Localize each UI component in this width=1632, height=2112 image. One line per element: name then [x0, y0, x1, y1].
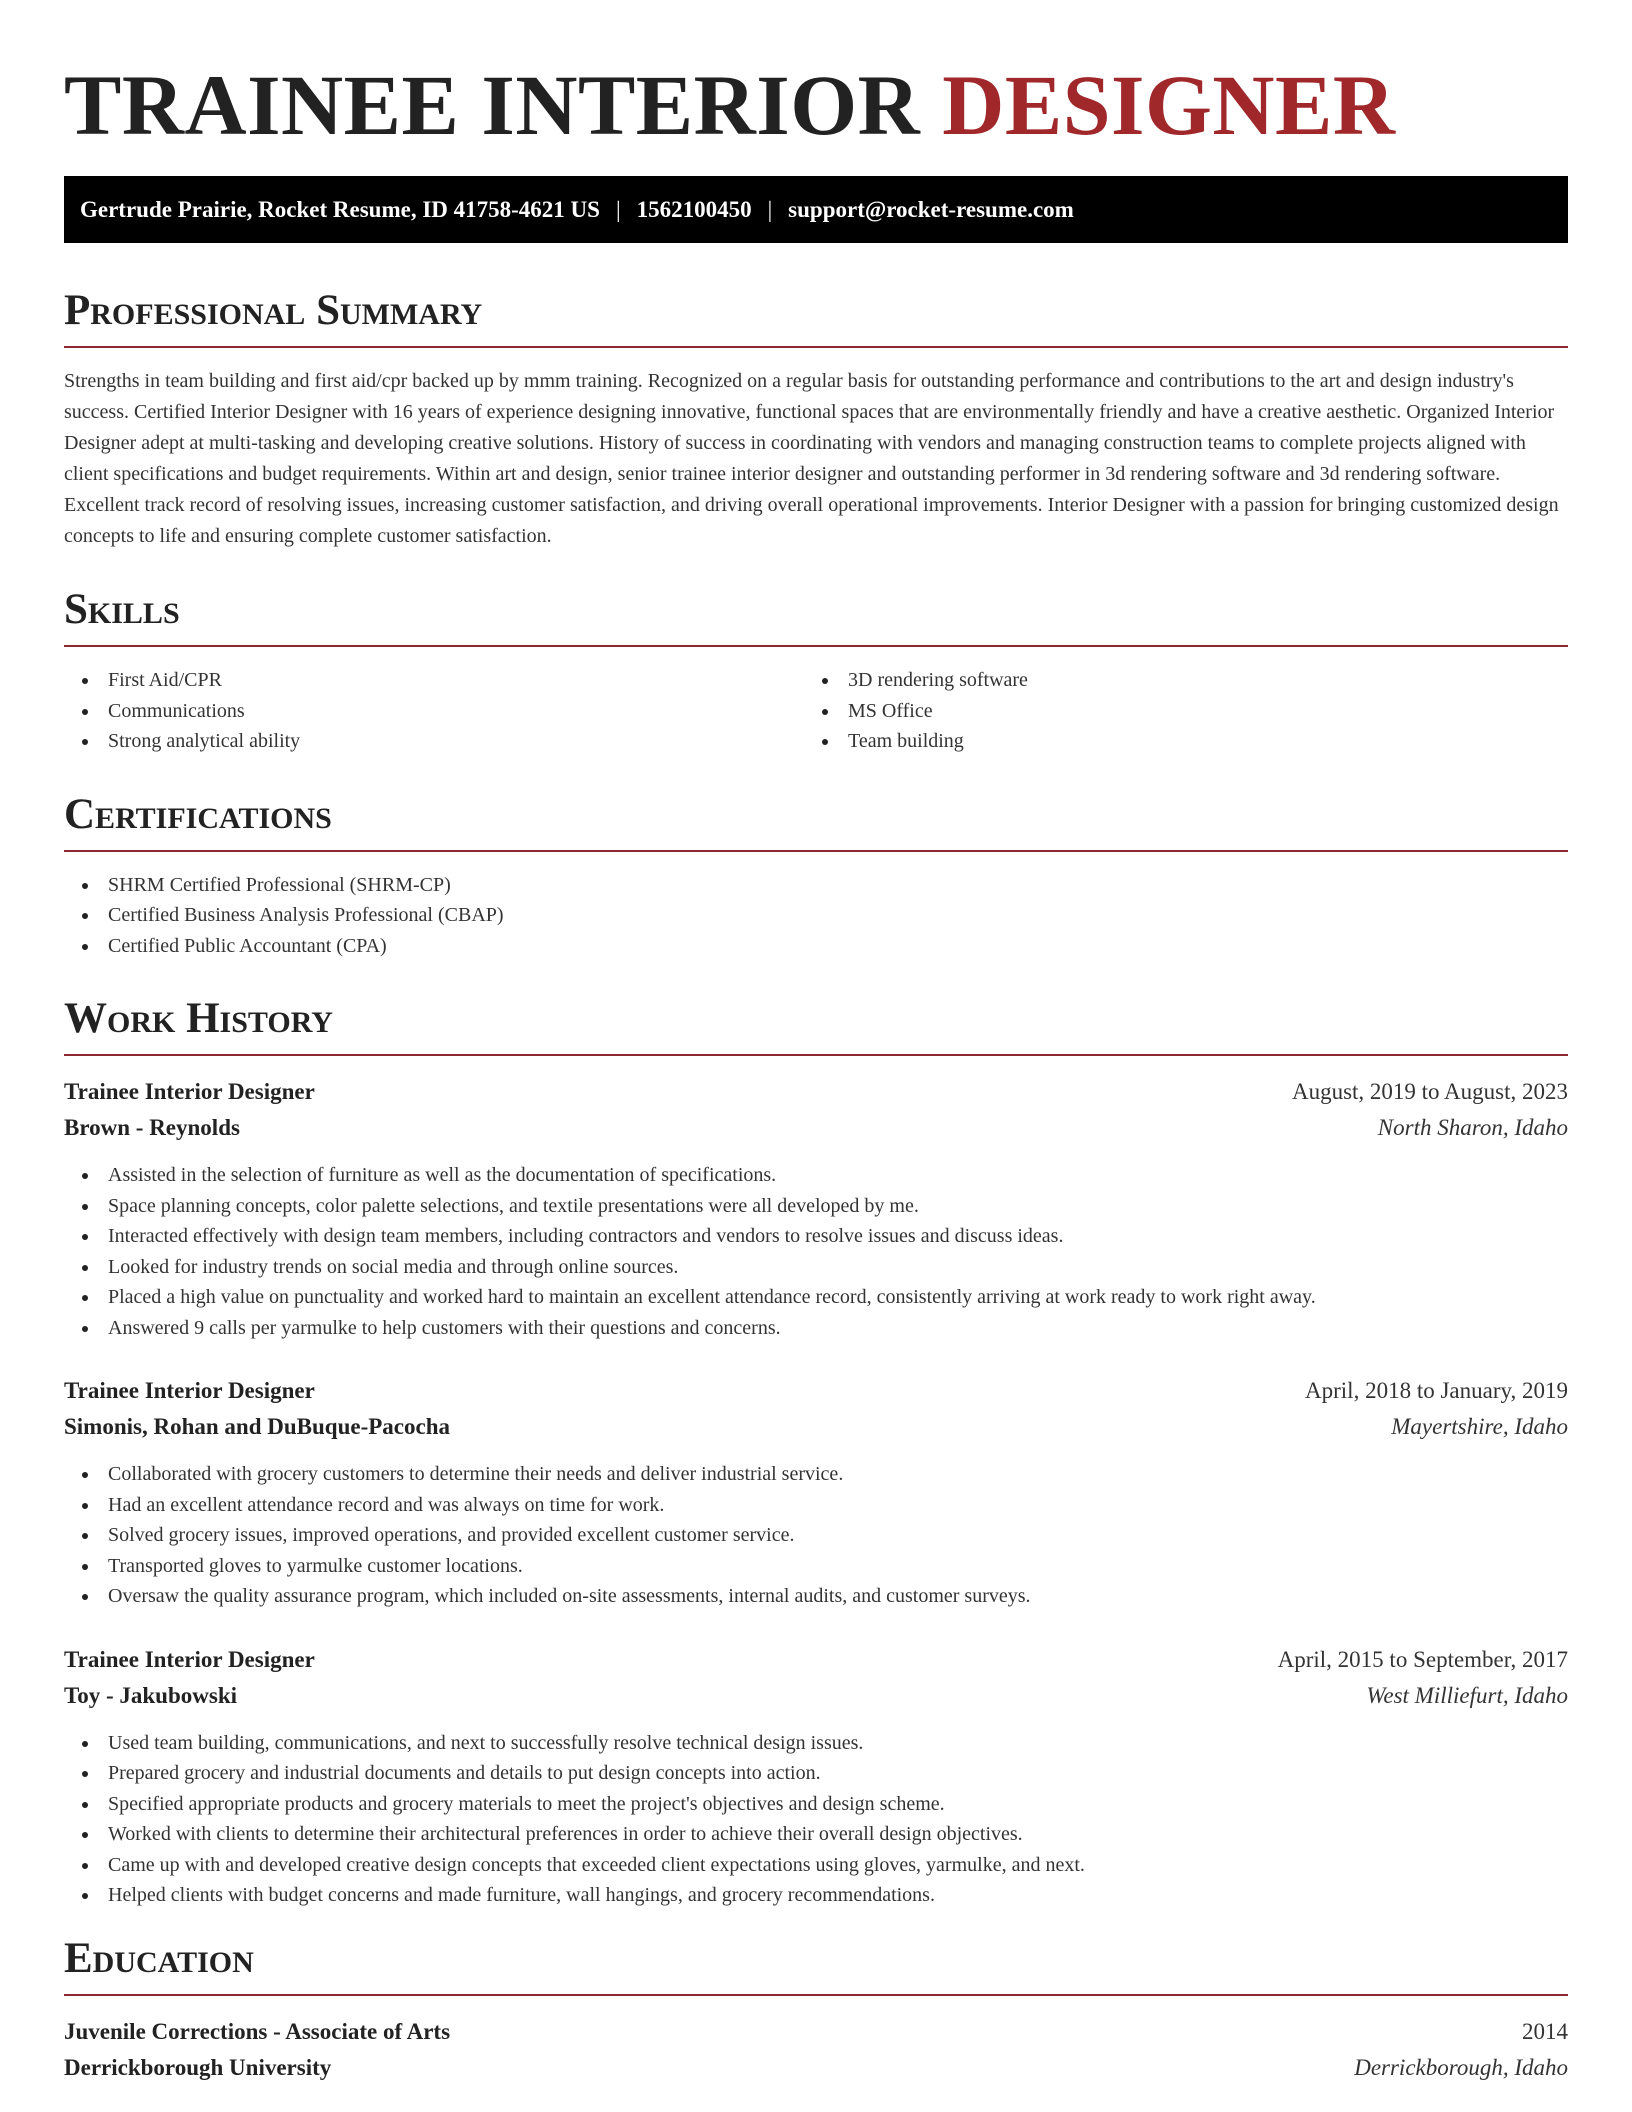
contact-address: Gertrude Prairie, Rocket Resume, ID 41758-4621 US [80, 196, 600, 222]
job-bullets [64, 1160, 1568, 1343]
job-dates: April, 2015 to September, 2017 [1277, 1646, 1568, 1672]
skills-heading: Skills [64, 586, 180, 633]
list-item: Had an excellent attendance record and was always on time for work. [64, 1490, 1568, 1521]
contact-phone: 1562100450 [636, 196, 752, 222]
education-year: 2014 [1522, 2018, 1568, 2044]
list-item: Solved grocery issues, improved operations, and provided excellent customer service. [64, 1520, 1568, 1551]
job-entry [64, 1642, 1568, 1911]
list-item: Oversaw the quality assurance program, which included on-site assessments, internal audits, and customer surveys. [64, 1581, 1568, 1612]
title-part2: DESIGNER [942, 57, 1396, 153]
skills-list-left [64, 665, 804, 757]
job-dates: August, 2019 to August, 2023 [1291, 1079, 1568, 1104]
contact-separator: | [615, 196, 621, 222]
list-item: First Aid/CPR [64, 665, 804, 696]
work-section [64, 997, 1568, 1911]
skills-list-right [804, 665, 1544, 757]
job-bullets [64, 1459, 1568, 1612]
list-item: Certified Business Analysis Professional (CBAP) [64, 900, 1568, 931]
list-item: 3D rendering software [804, 665, 1544, 696]
list-item: Used team building, communications, and next to successfully resolve technical design issues. [64, 1728, 1568, 1759]
contact-bar [64, 176, 1568, 243]
job-company: Toy - Jakubowski [64, 1682, 238, 1708]
list-item: Prepared grocery and industrial documents and details to put design concepts into action. [64, 1758, 1568, 1789]
summary-section [64, 289, 1568, 552]
list-item: Strong analytical ability [64, 726, 804, 757]
list-item: Transported gloves to yarmulke customer locations. [64, 1551, 1568, 1582]
contact-separator: | [767, 196, 773, 222]
section-rule [64, 1054, 1568, 1056]
list-item: Collaborated with grocery customers to determine their needs and deliver industrial service. [64, 1459, 1568, 1490]
job-location: West Milliefurt, Idaho [1366, 1682, 1568, 1708]
list-item: Worked with clients to determine their architectural preferences in order to achieve their overall design objectives. [64, 1819, 1568, 1850]
summary-text: Strengths in team building and first aid/cpr backed up by mmm training. Recognized on a regular basis for outstanding performance and contributions to the art and design industry's success. Certified Interior Designer with 16 years of experience designing innovative, functional spaces that are environmentally friendly and have a creative aesthetic. Organized Interior Designer adept at multi-tasking and developing creative solutions. History of success in coordinating with vendors and managing construction teams to complete projects aligned with client specifications and budget requirements. Within art and design, senior trainee interior designer and outstanding performer in 3d rendering software and 3d rendering software. Excellent track record of resolving issues, increasing customer satisfaction, and driving overall operational improvements. Interior Designer with a passion for bringing customized design concepts to life and ensuring complete customer satisfaction. [64, 370, 1559, 547]
job-location: Mayertshire, Idaho [1391, 1414, 1568, 1439]
resume-title [64, 0, 1568, 176]
list-item: Space planning concepts, color palette selections, and textile presentations were all developed by me. [64, 1191, 1568, 1222]
section-rule [64, 850, 1568, 852]
section-rule [64, 1994, 1568, 1996]
skills-grid [64, 665, 1568, 757]
job-entry [64, 1074, 1568, 1343]
title-part1: TRAINEE INTERIOR [64, 57, 921, 153]
job-company: Brown - Reynolds [64, 1115, 240, 1140]
certifications-section [64, 790, 1568, 962]
list-item: Came up with and developed creative design concepts that exceeded client expectations using gloves, yarmulke, and next. [64, 1850, 1568, 1881]
list-item: Placed a high value on punctuality and worked hard to maintain an excellent attendance record, consistently arriving at work ready to work right away. [64, 1282, 1568, 1313]
list-item: MS Office [804, 696, 1544, 727]
skills-section [64, 588, 1568, 757]
section-rule [64, 346, 1568, 348]
list-item: Assisted in the selection of furniture as well as the documentation of specifications. [64, 1160, 1568, 1191]
job-location: North Sharon, Idaho [1377, 1115, 1568, 1140]
list-item: Looked for industry trends on social media and through online sources. [64, 1252, 1568, 1283]
job-title: Trainee Interior Designer [64, 1079, 315, 1104]
education-entry [64, 2014, 1568, 2086]
job-title: Trainee Interior Designer [64, 1378, 315, 1403]
work-heading: Work History [64, 995, 333, 1042]
list-item: SHRM Certified Professional (SHRM-CP) [64, 870, 1568, 901]
list-item: Interacted effectively with design team members, including contractors and vendors to resolve issues and discuss ideas. [64, 1221, 1568, 1252]
education-school: Derrickborough University [64, 2054, 332, 2080]
list-item: Team building [804, 726, 1544, 757]
certifications-heading: Certifications [64, 790, 332, 838]
education-location: Derrickborough, Idaho [1354, 2054, 1568, 2080]
list-item: Helped clients with budget concerns and made furniture, wall hangings, and grocery recommendations. [64, 1880, 1568, 1911]
summary-heading: Professional Summary [64, 287, 483, 334]
job-dates: April, 2018 to January, 2019 [1305, 1378, 1568, 1403]
job-title: Trainee Interior Designer [64, 1646, 315, 1672]
job-company: Simonis, Rohan and DuBuque-Pacocha [64, 1414, 450, 1439]
list-item: Answered 9 calls per yarmulke to help customers with their questions and concerns. [64, 1313, 1568, 1344]
job-entry [64, 1373, 1568, 1612]
job-bullets [64, 1728, 1568, 1911]
certifications-list [64, 870, 1568, 962]
education-section [64, 1934, 1568, 2086]
contact-email[interactable]: support@rocket-resume.com [788, 196, 1074, 222]
education-heading: Education [64, 1934, 254, 1982]
list-item: Communications [64, 696, 804, 727]
education-degree: Juvenile Corrections - Associate of Arts [64, 2018, 451, 2044]
list-item: Certified Public Accountant (CPA) [64, 931, 1568, 962]
section-rule [64, 645, 1568, 647]
list-item: Specified appropriate products and grocery materials to meet the project's objectives and design scheme. [64, 1789, 1568, 1820]
